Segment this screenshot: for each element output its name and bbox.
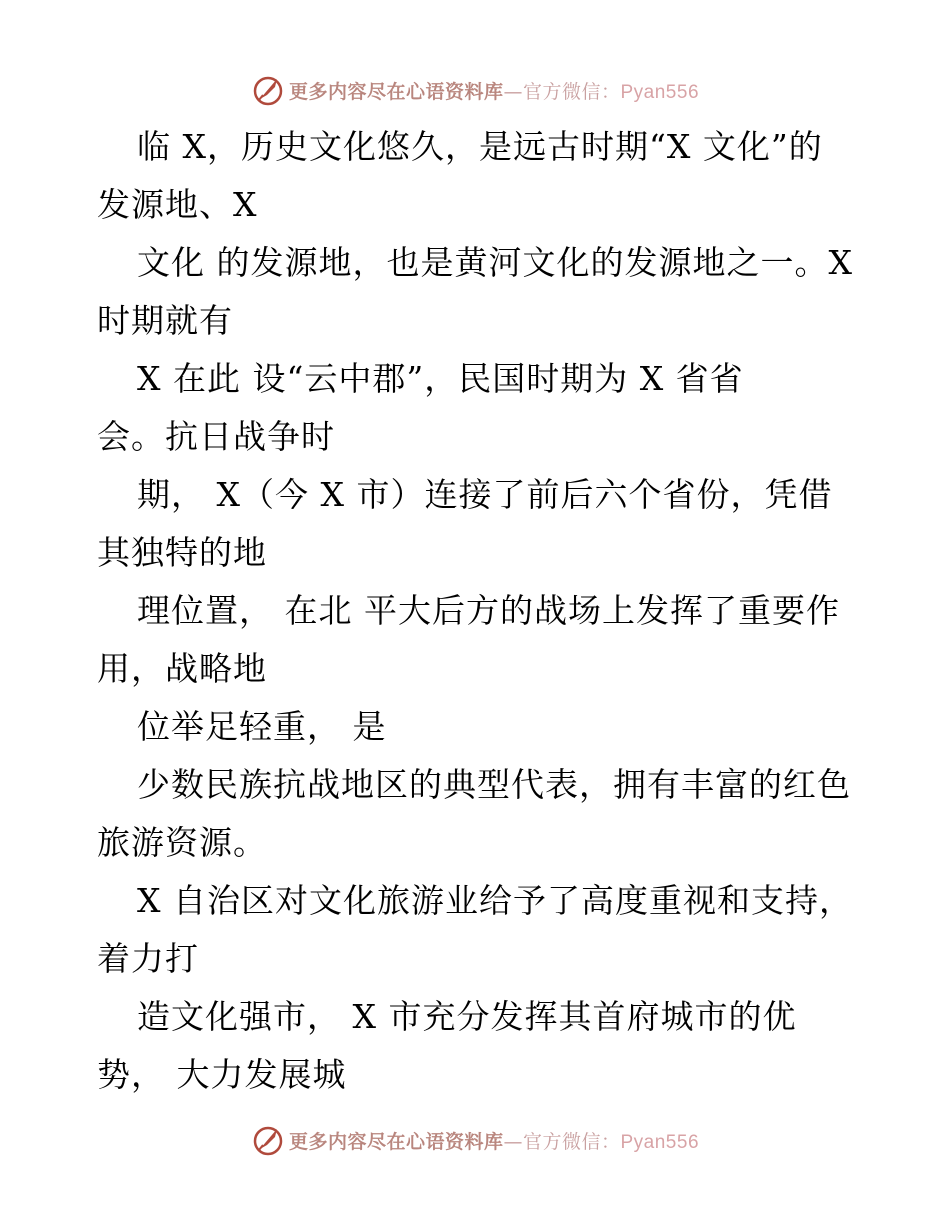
paragraph-line: 会。抗日战争时 [97, 417, 335, 456]
paragraph-line: 着力打 [97, 939, 199, 978]
paragraph-line: 文化 的发源地，也是黄河文化的发源地之一。X [137, 243, 853, 282]
paragraph-line: 时期就有 [97, 301, 233, 340]
watermark-handle: Pyan556 [620, 81, 700, 103]
watermark-footer [0, 1120, 950, 1160]
paragraph-line: 理位置， 在北 平大后方的战场上发挥了重要作 [137, 591, 840, 630]
watermark-brand: 更多内容尽在心语资料库 [288, 80, 504, 103]
paragraph-line: X 在此 设“云中郡”，民国时期为 X 省省 [137, 359, 744, 398]
watermark-dash: — [503, 1130, 523, 1153]
watermark-handle: Pyan556 [620, 1131, 700, 1153]
watermark-brand: 更多内容尽在心语资料库 [288, 1130, 504, 1153]
watermark-text [289, 77, 699, 104]
paragraph-line: 位举足轻重， 是 [137, 707, 387, 746]
watermark-suffix: 官方微信： [522, 1130, 621, 1153]
paragraph-line: 期， X（今 X 市）连接了前后六个省份，凭借 [137, 475, 833, 514]
paragraph-line: 旅游资源。 [97, 823, 267, 862]
watermark-text [289, 1127, 699, 1154]
paragraph-line: X 自治区对文化旅游业给予了高度重视和支持， [137, 881, 853, 920]
paragraph-line: 势， 大力发展城 [97, 1055, 347, 1094]
paragraph-line: 发源地、X [97, 185, 258, 224]
quill-logo-icon [251, 73, 285, 107]
watermark-dash: — [503, 80, 523, 103]
paragraph-line: 临 X，历史文化悠久，是远古时期“X 文化”的 [137, 127, 823, 166]
watermark-header [0, 70, 950, 110]
paragraph-line: 其独特的地 [97, 533, 267, 572]
paragraph-line: 造文化强市， X 市充分发挥其首府城市的优 [137, 997, 797, 1036]
paragraph-line: 用，战略地 [97, 649, 267, 688]
quill-logo-icon [251, 1123, 285, 1157]
paragraph-line: 少数民族抗战地区的典型代表，拥有丰富的红色 [137, 765, 851, 804]
document-body [97, 118, 877, 1104]
watermark-suffix: 官方微信： [522, 80, 621, 103]
